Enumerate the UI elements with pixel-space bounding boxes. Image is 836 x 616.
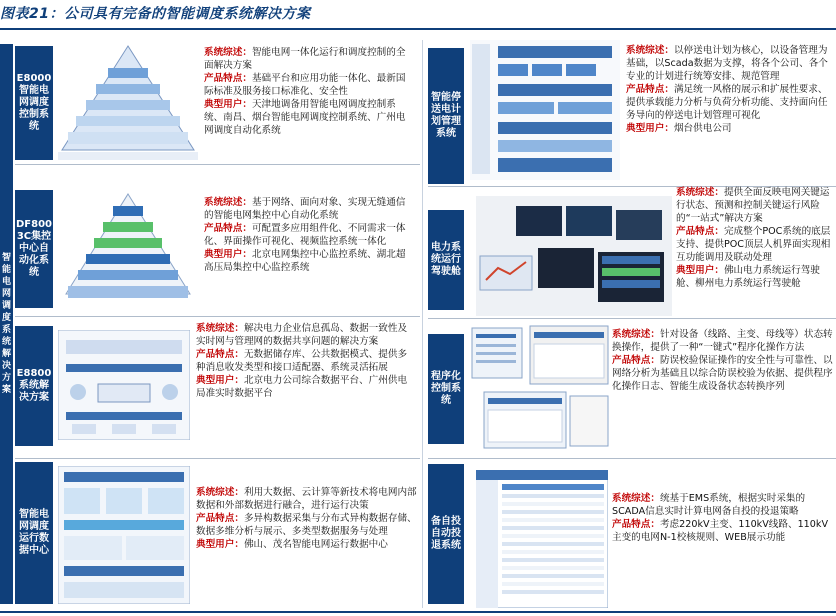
row-desc: 系统综述：利用大数据、云计算等新技术将电网内部数据和外部数据进行融合，进行运行决策 产品特点：多异构数据采集与分布式异构数据存储、数据多维分析与展示、多类型数据服务与处理 典型用户：佛山、茂名智能电网运行数据中心 [196,487,417,550]
row-separator [428,318,836,319]
row-desc: 系统综述：智能电网一体化运行和调度控制的全面解决方案 产品特点：基础平台和应用功能一体化、最新国际标准及服务接口标准化、安全性 典型用户：天津地调备用智能电网调度控制系统、南昌、烟台智能电网调度控制系统、广州电网调度自动化系统 [204,47,406,136]
data-center-architecture-diagram [58,466,190,604]
layered-architecture-diagram [58,186,198,308]
row-name-bar: DF8003C集控中心自动化系统 [15,190,53,308]
row-desc: 系统综述：基于网络、面向对象、实现无缝通信的智能电网集控中心自动化系统 产品特点：可配置多应用组件化、不同需求一体化、界面操作可视化、视频监控系统一体化 典型用户：北京电网集控中心监控系统、湖北超高压局集控中心监控系统 [204,197,406,273]
left-side-bar [0,44,13,604]
ems-table-screenshot [476,470,608,608]
bottom-rule [0,611,836,613]
row-name-bar: 电力系统运行驾驶舱 [428,210,464,310]
row-name-bar: 程序化控制系统 [428,334,464,444]
row-name-bar: E8800系统解决方案 [15,326,53,446]
row-name-bar: E8000智能电网调度控制系统 [15,46,53,160]
pyramid-diagram [58,40,198,162]
row-separator [15,316,420,317]
left-side-label: 智能电网调度系统解决方案 [1,253,11,395]
row-name-bar: 备自投自动投退系统 [428,464,464,604]
row-desc: 系统综述：针对设备（线路、主变、母线等）状态转换操作，提供了一种“一键式”程序化操作方法 产品特点：防误校验保证操作的安全性与可靠性、以网络分析为基础且以综合防误校验为依据、提供程序化操作日志、智能生成设备状态转换序列 [612,329,833,392]
row-name-bar: 智能停送电计划管理系统 [428,48,464,184]
program-control-screenshots [470,322,610,452]
row-desc: 系统综述：以停送电计划为核心，以设备管理为基础，以Scada数据为支撑，将各个公司、各个专业的计划进行统筹安排、规范管理 产品特点：满足统一风格的展示和扩展性要求、提供承载能力分析与负荷分析功能、支持面向任务导向的停送电计划管理可视化 典型用户：烟台供电公司 [626,45,828,134]
figure-title: 图表21：公司具有完备的智能调度系统解决方案 [0,6,311,22]
network-topology-diagram [58,330,190,440]
row-separator [15,164,420,165]
cockpit-screens-image [476,196,672,316]
top-rule [0,28,836,30]
column-divider [422,40,423,608]
row-separator [428,458,836,459]
row-desc: 系统综述：统基于EMS系统，根据实时采集的SCADA信息实时计算电网备自投的投退策略 产品特点：考虑220kV主变、110kV线路、110kV主变的电网N-1校核规则、WEB展示功能 [612,493,829,543]
row-name-bar: 智能电网调度运行数据中心 [15,462,53,604]
row-desc: 系统综述：解决电力企业信息孤岛、数据一致性及实时网与管理网的数据共享问题的解决方案 产品特点：无数据储存库、公共数据模式、提供多种消息收发类型和接口适配器、系统灵活拓展 典型用户：北京电力公司综合数据平台、广州供电局准实时数据平台 [196,323,408,399]
outage-plan-flow-diagram [470,40,620,180]
row-desc: 系统综述：提供全面反映电网关键运行状态、预测和控制关键运行风险的“一站式”解决方案 产品特点：完成整个POC系统的底层支持、提供POC顶层人机界面实现相互功能调用及联动处理 典型用户：佛山电力系统运行驾驶舱、柳州电力系统运行驾驶舱 [676,187,831,289]
row-separator [15,458,420,459]
